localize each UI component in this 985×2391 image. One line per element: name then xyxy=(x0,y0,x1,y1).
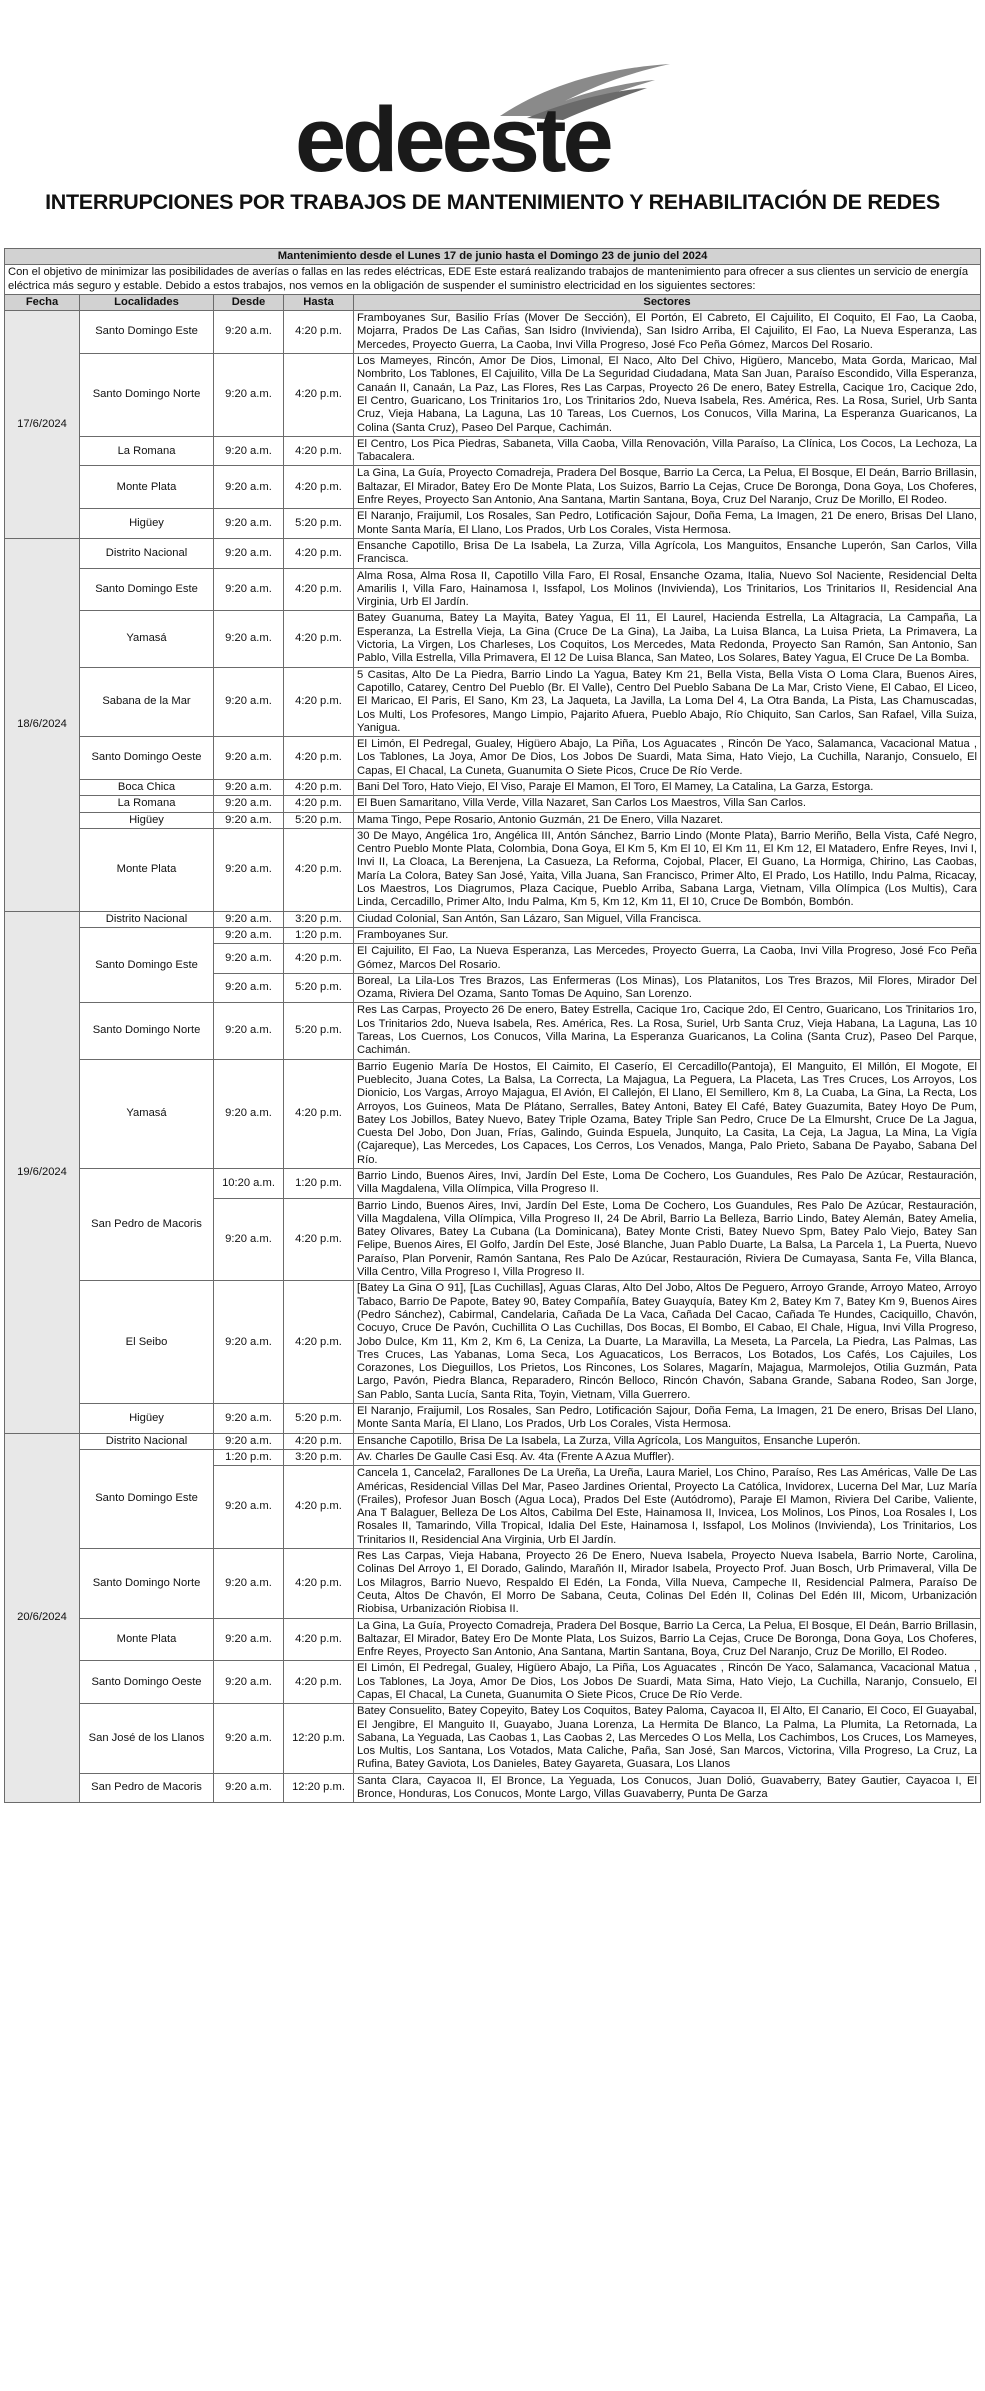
cell-sectores: 30 De Mayo, Angélica 1ro, Angélica III, Antón Sánchez, Barrio Lindo (Monte Plata), Barrio Meriño, Bella Vista, Café Negro, Centro Pueblo Monte Plata, Colombia, Dona Goya, El Km 5, Km El 10, El Km 11, El Km 12, El Matadero, Enfre Reyes, Invi I, Invi II, La Cloaca, La Berenjena, La Casueza, La Reforma, Cojobal, Placer, El Guano, La Hormiga, Chirino, Las Caobas, María La Colora, Batey San José, Yaita, Villa Juana, San Francisco, Primer Alto, El Prado, Los Hatillo, Indu Palma, Ricacay, Los Maestros, Los Diagrumos, Plaza Cacique, Pueblo Arriba, Sabana Larga, Vietnam, Villa Olímpica (Los Multis), Cara Linda, Cercadillo, Primer Alto, Indu Palma, Km 5, Km 12, Km 11, El 10, Cruce De Bombón, Bombón. xyxy=(354,828,981,911)
cell-sectores: 5 Casitas, Alto De La Piedra, Barrio Lindo La Yagua, Batey Km 21, Bella Vista, Bella Vista O Loma Clara, Buenos Aires, Capotillo, Catarey, Centro Del Pueblo (Br. El Valle), Centro Del Pueblo Sabana De La Mar, Cristo Viene, El Cabao, El Liceo, El Maricao, El Paris, El Sano, Km 23, La Jaqueta, La Javilla, La Loma Del 4, La Otra Banda, La Pista, Las Chamuscadas, Los Multi, Los Profesores, Mango Limpio, Pajarito Afuera, Pueblo Abajo, Río Chiquito, San Carlos, San Rafael, Villa Suiza, Yanigua. xyxy=(354,667,981,736)
cell-hasta: 1:20 p.m. xyxy=(284,1169,354,1199)
cell-localidad: Yamasá xyxy=(80,1059,214,1168)
cell-hasta: 4:20 p.m. xyxy=(284,796,354,812)
cell-sectores: El Centro, Los Pica Piedras, Sabaneta, Villa Caoba, Villa Renovación, Villa Paraíso, La Clínica, Los Cocos, La Lechoza, La Tabacalera. xyxy=(354,436,981,466)
cell-hasta: 4:20 p.m. xyxy=(284,1281,354,1404)
table-row xyxy=(5,927,981,943)
header-hasta: Hasta xyxy=(284,294,354,310)
table-row xyxy=(5,354,981,437)
cell-desde: 9:20 a.m. xyxy=(214,1059,284,1168)
banner-title-row xyxy=(5,249,981,265)
cell-desde: 9:20 a.m. xyxy=(214,1198,284,1281)
table-row xyxy=(5,1404,981,1434)
cell-sectores: El Cajuilito, El Fao, La Nueva Esperanza, Las Mercedes, Proyecto Guerra, La Caoba, Invi Villa Progreso, José Fco Peña Gómez, Marcos Del Rosario. xyxy=(354,944,981,974)
cell-desde: 9:20 a.m. xyxy=(214,828,284,911)
cell-sectores: El Limón, El Pedregal, Gualey, Higüero Abajo, La Piña, Los Aguacates , Rincón De Yaco, Salamanca, Vacacional Matua , Los Tablones, La Joya, Amor De Dios, Los Jobos De Suardi, Mata Sima, Hato Viejo, La Cuchilla, Naranjo, Consuelo, El Capas, El Chacal, La Cuneta, Guanumita O Siete Picos, Cruce De Río Verde. xyxy=(354,737,981,780)
cell-desde: 9:20 a.m. xyxy=(214,568,284,611)
cell-hasta: 4:20 p.m. xyxy=(284,779,354,795)
cell-sectores: [Batey La Gina O 91], [Las Cuchillas], Aguas Claras, Alto Del Jobo, Altos De Peguero, Arroyo Grande, Arroyo Mateo, Arroyo Tabaco, Barrio De Papote, Batey 90, Batey Compañía, Batey Guayquía, Batey Km 2, Batey Km 7, Batey Km 9, Buenos Aires (Pedro Sánchez), Cabirmal, Candelaria, Cañada De La Vaca, Cañada Del Cacao, Cañada Te Hundes, Caciquillo, Chavón, Cocuyo, Cruce De Pavón, Cuchillita O Las Cuchillas, Dos Bocas, El Bombo, El Cabao, El Chale, Higua, Invi Villa Progreso, Jobo Dulce, Km 11, Km 2, Km 6, La Ceniza, La Duarte, La Maravilla, La Meseta, La Parcela, La Piedra, Las Palmas, Las Tres Cruces, Las Yabanas, Loma Seca, Los Aguacaticos, Los Berracos, Los Botados, Los Cafés, Los Cajuiles, Los Corazones, Los Dieguillos, Los Prietos, Los Rincones, Los Solares, Magarín, Majagua, Marmolejos, Otilia Guzmán, Pata Largo, Pavón, Piedra Blanca, Reparadero, Rincón Belloco, Rincón Chavón, Sabana Grande, Sabana Rodeo, San Jorge, San Pablo, Santa Lucía, Santa Rita, Toyin, Vietnam, Villa Guerrero. xyxy=(354,1281,981,1404)
cell-hasta: 5:20 p.m. xyxy=(284,1404,354,1434)
cell-localidad: Santo Domingo Este xyxy=(80,927,214,1002)
cell-hasta: 3:20 p.m. xyxy=(284,911,354,927)
cell-sectores: Barrio Eugenio María De Hostos, El Caimito, El Caserío, El Cercadillo(Pantoja), El Manguito, El Millón, El Mogote, El Pueblecito, Juana Cotes, La Balsa, La Correcta, La Majagua, La Peguera, La Placeta, Las Tres Cruces, Los Arroyos, Los Dionicio, Los Vargas, Arroyo Majagua, El Avión, El Callejón, El Llano, El Semillero, Km 8, La Cuaba, La Gina, La Recta, Los Arroyos, Los Guineos, Mata De Plátano, Serralles, Batey Antoni, Batey El Café, Batey Guazumita, Batey Hoyo De Pum, Batey Los Jobillos, Batey Nuevo, Batey Triple Ozama, Batey Triple San Pedro, Cruce De La Elmursht, Cruce De La Jagua, Cuesta Del Jobo, Don Juan, Frías, Galindo, Guinda Espuela, Junquito, La Casita, La Ceja, La Jagua, La Mina, La Vigía (Cajareque), Las Mercedes, Los Capaces, Los Cerros, Los Venados, Manga, Palo Prieto, Sabana De Payabo, Sabana Del Río. xyxy=(354,1059,981,1168)
cell-fecha: 20/6/2024 xyxy=(5,1433,80,1803)
cell-hasta: 4:20 p.m. xyxy=(284,611,354,667)
table-row xyxy=(5,1003,981,1059)
table-header-row xyxy=(5,294,981,310)
cell-desde: 9:20 a.m. xyxy=(214,1773,284,1803)
cell-sectores: Av. Charles De Gaulle Casi Esq. Av. 4ta (Frente A Azua Muffler). xyxy=(354,1449,981,1465)
cell-desde: 9:20 a.m. xyxy=(214,354,284,437)
cell-hasta: 4:20 p.m. xyxy=(284,311,354,354)
cell-hasta: 4:20 p.m. xyxy=(284,1433,354,1449)
cell-desde: 10:20 a.m. xyxy=(214,1169,284,1199)
cell-sectores: Ensanche Capotillo, Brisa De La Isabela, La Zurza, Villa Agrícola, Los Manguitos, Ensanche Luperón. xyxy=(354,1433,981,1449)
cell-sectores: Los Mameyes, Rincón, Amor De Dios, Limonal, El Naco, Alto Del Chivo, Higüero, Mancebo, Mata Gorda, Maricao, Mal Nombrito, Los Tablones, El Cajuilito, Villa De La Seguridad Ciudadana, Mata San Juan, Paraíso Escondido, Villa Esperanza, Canaán II, Canaán, La Paz, Las Flores, Res Las Carpas, Proyecto 26 De enero, Batey Estrella, Cacique 1ro, Cacique 2do, El Centro, Guaricano, Los Trinitarios 1ro, Los Trinitarios 2do, Nueva Isabela, Res. América, Res. La Rosa, Suriel, Urb Santa Cruz, Vieja Habana, La Laguna, Las 10 Tareas, Los Cuernos, Los Conucos, Villa Marina, La Esperanza Guaricanos, La Colina (Santa Cruz), Paseo Del Parque, Cachimán. xyxy=(354,354,981,437)
cell-sectores: Barrio Lindo, Buenos Aires, Invi, Jardín Del Este, Loma De Cochero, Los Guandules, Res Palo De Azúcar, Restauración, Villa Magdalena, Villa Olímpica, Villa Progreso II. xyxy=(354,1169,981,1199)
cell-sectores: Cancela 1, Cancela2, Farallones De La Ureña, La Ureña, Laura Mariel, Los Chino, Paraíso, Res Las Américas, Valle De Las Américas, Residencial Villas Del Mar, Paseo Jardines Oriental, Proyecto La Católica, Invidorex, Lucerna Del Mar, Luz María (Frailes), Profesor Juan Bosch (Agua Loca), Prados Del Este (Autódromo), Paraje El Mamon, Riviera Del Caribe, Valiente, Ana T Balaguer, Belleza De Los Altos, Cabilma Del Este, Hainamosa II, Invicea, Los Molinos, Los Pinos, Loa Rosales I, Los Rosales II, Tamarindo, Villa Tropical, Idalia Del Este, Hainamosa I, Issfapol, Los Molinos (Invivienda), Los Trinitarios, Los Trinitarios II, Residencial Ana Virginia, Urb El Jardín. xyxy=(354,1466,981,1549)
table-row xyxy=(5,1281,981,1404)
cell-desde: 9:20 a.m. xyxy=(214,1549,284,1618)
table-row xyxy=(5,436,981,466)
cell-fecha: 18/6/2024 xyxy=(5,538,80,911)
cell-localidad: Monte Plata xyxy=(80,466,214,509)
cell-hasta: 4:20 p.m. xyxy=(284,354,354,437)
cell-sectores: El Naranjo, Fraijumil, Los Rosales, San Pedro, Lotificación Sajour, Doña Fema, La Imagen, 21 De enero, Brisas Del Llano, Monte Santa María, El Llano, Los Prados, Urb Los Corales, Vista Hermosa. xyxy=(354,509,981,539)
cell-sectores: El Naranjo, Fraijumil, Los Rosales, San Pedro, Lotificación Sajour, Doña Fema, La Imagen, 21 De enero, Brisas Del Llano, Monte Santa María, El Llano, Los Prados, Urb Los Corales, Vista Hermosa. xyxy=(354,1404,981,1434)
cell-hasta: 1:20 p.m. xyxy=(284,927,354,943)
logo-wordmark: edeeste xyxy=(295,89,610,186)
cell-desde: 9:20 a.m. xyxy=(214,1618,284,1661)
cell-desde: 9:20 a.m. xyxy=(214,1466,284,1549)
cell-sectores: Ensanche Capotillo, Brisa De La Isabela, La Zurza, Villa Agrícola, Los Manguitos, Ensanche Luperón, San Carlos, Villa Francisca. xyxy=(354,538,981,568)
cell-desde: 9:20 a.m. xyxy=(214,538,284,568)
banner-title: Mantenimiento desde el Lunes 17 de junio hasta el Domingo 23 de junio del 2024 xyxy=(5,249,981,265)
cell-fecha: 19/6/2024 xyxy=(5,911,80,1433)
table-row xyxy=(5,779,981,795)
cell-desde: 9:20 a.m. xyxy=(214,1661,284,1704)
cell-hasta: 4:20 p.m. xyxy=(284,1198,354,1281)
cell-localidad: Monte Plata xyxy=(80,1618,214,1661)
cell-hasta: 5:20 p.m. xyxy=(284,1003,354,1059)
cell-localidad: San Pedro de Macoris xyxy=(80,1773,214,1803)
table-row xyxy=(5,311,981,354)
cell-desde: 9:20 a.m. xyxy=(214,796,284,812)
cell-sectores: Batey Guanuma, Batey La Mayita, Batey Yagua, El 11, El Laurel, Hacienda Estrella, La Altagracia, La Campaña, La Esperanza, La Estrella Vieja, La Gina (Cruce De La Gina), La Jaiba, La Luisa Blanca, La Luisa Prieta, La Primavera, La Victoria, La Virgen, Los Charleses, Los Coquitos, Los Mercedes, Mata Redonda, Proyecto San Ramón, San Antonio, San Pablo, Villa Estrella, Villa Primavera, El 12 De Luisa Blanca, San Mateo, Los Solares, Batey Yagua, El Cruce De La Bomba. xyxy=(354,611,981,667)
cell-desde: 9:20 a.m. xyxy=(214,1433,284,1449)
table-row xyxy=(5,796,981,812)
table-row xyxy=(5,1549,981,1618)
cell-desde: 9:20 a.m. xyxy=(214,1003,284,1059)
header-desde: Desde xyxy=(214,294,284,310)
cell-hasta: 3:20 p.m. xyxy=(284,1449,354,1465)
header-sectores: Sectores xyxy=(354,294,981,310)
cell-desde: 1:20 p.m. xyxy=(214,1449,284,1465)
cell-hasta: 4:20 p.m. xyxy=(284,538,354,568)
cell-desde: 9:20 a.m. xyxy=(214,311,284,354)
cell-localidad: San Pedro de Macoris xyxy=(80,1169,214,1281)
table-row xyxy=(5,1433,981,1449)
cell-localidad: Boca Chica xyxy=(80,779,214,795)
cell-desde: 9:20 a.m. xyxy=(214,667,284,736)
cell-hasta: 12:20 p.m. xyxy=(284,1773,354,1803)
table-row xyxy=(5,667,981,736)
cell-localidad: Santo Domingo Este xyxy=(80,1449,214,1548)
cell-localidad: Santo Domingo Norte xyxy=(80,1003,214,1059)
cell-localidad: La Romana xyxy=(80,796,214,812)
cell-sectores: El Buen Samaritano, Villa Verde, Villa Nazaret, San Carlos Los Maestros, Villa San Carlos. xyxy=(354,796,981,812)
cell-sectores: Barrio Lindo, Buenos Aires, Invi, Jardín Del Este, Loma De Cochero, Los Guandules, Res Palo De Azúcar, Restauración, Villa Magdalena, Villa Olímpica, Villa Progreso II, 24 De Abril, Barrio La Belleza, Barrio Lindo, Batey Alemán, Batey Amelia, Batey Olivares, Batey La Cubana (La Dominicana), Batey Monte Cristi, Batey Nuevo Spm, Batey Palo Viejo, Batey San Felipe, Buenos Aires, El Golfo, Jardín Del Este, José Blanche, Juan Pablo Duarte, La Balsa, La Parcela 1, La Puerta, Nuevo Paraíso, Plan Porvenir, Ramón Santana, Res Palo De Azúcar, Restauración, Riviera De Cumayasa, Santa Fe, Villa Blanca, Villa Centro, Villa Progreso I, Villa Progreso II. xyxy=(354,1198,981,1281)
maintenance-table xyxy=(4,248,981,1803)
cell-localidad: Yamasá xyxy=(80,611,214,667)
table-row xyxy=(5,1059,981,1168)
cell-localidad: San José de los Llanos xyxy=(80,1704,214,1773)
cell-desde: 9:20 a.m. xyxy=(214,927,284,943)
banner-intro: Con el objetivo de minimizar las posibilidades de averías o fallas en las redes eléctricas, EDE Este estará realizando trabajos de mantenimiento para ofrecer a sus clientes un servicio de energía eléctrica más seguro y estable. Debido a estos trabajos, nos vemos en la obligación de suspender el suministro electricidad en los siguientes sectores: xyxy=(5,265,981,295)
cell-desde: 9:20 a.m. xyxy=(214,1404,284,1434)
table-row xyxy=(5,737,981,780)
cell-hasta: 4:20 p.m. xyxy=(284,737,354,780)
cell-hasta: 4:20 p.m. xyxy=(284,1661,354,1704)
header-fecha: Fecha xyxy=(5,294,80,310)
cell-sectores: Santa Clara, Cayacoa II, El Bronce, La Yeguada, Los Conucos, Juan Dolió, Guavaberry, Batey Gautier, Cayacoa I, El Bronce, Honduras, Los Conucos, Monte Largo, Villas Guavaberry, Punta De Garza xyxy=(354,1773,981,1803)
table-row xyxy=(5,1704,981,1773)
cell-localidad: Sabana de la Mar xyxy=(80,667,214,736)
table-row xyxy=(5,1773,981,1803)
cell-desde: 9:20 a.m. xyxy=(214,1704,284,1773)
cell-desde: 9:20 a.m. xyxy=(214,436,284,466)
cell-sectores: La Gina, La Guía, Proyecto Comadreja, Pradera Del Bosque, Barrio La Cerca, La Pelua, El Bosque, El Deán, Barrio Brillasin, Baltazar, El Mirador, Batey Ero De Monte Plata, Los Suizos, Barrio La Cejas, Cruce De Boronga, Dona Goya, Los Choferes, Enfre Reyes, Proyecto San Antonio, Ana Santana, Martin Santana, Boya, Cruz Del Naranjo, Cruz De Morillo, El Rodeo. xyxy=(354,1618,981,1661)
cell-localidad: Distrito Nacional xyxy=(80,911,214,927)
cell-hasta: 4:20 p.m. xyxy=(284,1618,354,1661)
cell-hasta: 4:20 p.m. xyxy=(284,436,354,466)
table-row xyxy=(5,828,981,911)
cell-fecha: 17/6/2024 xyxy=(5,311,80,539)
cell-localidad: Distrito Nacional xyxy=(80,1433,214,1449)
cell-sectores: Batey Consuelito, Batey Copeyito, Batey Los Coquitos, Batey Paloma, Cayacoa II, El Alto, El Canario, El Coco, El Guayabal, El Jengibre, El Manguito II, Guayabo, Juana Lorenza, La Hermita De Blanco, La Palma, La Plumita, La Retornada, La Sabana, La Yeguada, Las Caobas 1, Las Caobas 2, Las Mercedes O Los Mella, Los Cachimbos, Los Cruces, Los Mameyes, Los Multis, Los Santana, Los Votados, Mata Caliche, Paña, San José, San Marcos, Victorina, Villa Progreso, La Cruz, La Rufina, Batey Gaviota, Los Danieles, Batey Gayareta, Guasara, Los Llanos xyxy=(354,1704,981,1773)
cell-localidad: La Romana xyxy=(80,436,214,466)
cell-sectores: Ciudad Colonial, San Antón, San Lázaro, San Miguel, Villa Francisca. xyxy=(354,911,981,927)
cell-desde: 9:20 a.m. xyxy=(214,466,284,509)
cell-sectores: Framboyanes Sur, Basilio Frías (Mover De Sección), El Portón, El Cabreto, El Cajuilito, El Coquito, El Fao, La Caoba, Mojarra, Prados De Las Cañas, San Isidro (Invivienda), San Isidro Arriba, El Cajuilito, El Fao, La Nueva Esperanza, Las Mercedes, Proyecto Guerra, La Caoba, Invi Villa Progreso, José Fco Peña Gómez, Marcos Del Rosario. xyxy=(354,311,981,354)
cell-sectores: Bani Del Toro, Hato Viejo, El Viso, Paraje El Mamon, El Toro, El Mamey, La Catalina, La Garza, Estorga. xyxy=(354,779,981,795)
table-row xyxy=(5,812,981,828)
cell-hasta: 4:20 p.m. xyxy=(284,828,354,911)
table-row xyxy=(5,509,981,539)
cell-localidad: Santo Domingo Norte xyxy=(80,1549,214,1618)
edeeste-logo xyxy=(295,56,695,186)
banner-intro-row xyxy=(5,265,981,295)
table-row xyxy=(5,1449,981,1465)
cell-hasta: 4:20 p.m. xyxy=(284,667,354,736)
cell-localidad: Higüey xyxy=(80,1404,214,1434)
cell-desde: 9:20 a.m. xyxy=(214,611,284,667)
cell-localidad: Higüey xyxy=(80,812,214,828)
page-headline: INTERRUPCIONES POR TRABAJOS DE MANTENIMIENTO Y REHABILITACIÓN DE REDES xyxy=(45,190,940,214)
cell-desde: 9:20 a.m. xyxy=(214,737,284,780)
table-row xyxy=(5,538,981,568)
cell-localidad: El Seibo xyxy=(80,1281,214,1404)
cell-localidad: Higüey xyxy=(80,509,214,539)
cell-localidad: Santo Domingo Oeste xyxy=(80,737,214,780)
cell-desde: 9:20 a.m. xyxy=(214,509,284,539)
cell-desde: 9:20 a.m. xyxy=(214,944,284,974)
cell-desde: 9:20 a.m. xyxy=(214,911,284,927)
cell-hasta: 12:20 p.m. xyxy=(284,1704,354,1773)
table-row xyxy=(5,1618,981,1661)
cell-localidad: Distrito Nacional xyxy=(80,538,214,568)
cell-localidad: Santo Domingo Este xyxy=(80,311,214,354)
cell-sectores: Mama Tingo, Pepe Rosario, Antonio Guzmán, 21 De Enero, Villa Nazaret. xyxy=(354,812,981,828)
cell-sectores: Res Las Carpas, Vieja Habana, Proyecto 26 De Enero, Nueva Isabela, Proyecto Nueva Isabela, Barrio Norte, Carolina, Colinas Del Arroyo 1, El Dorado, Galindo, Marañón II, Mirador Isabela, Proyecto Prof. Juan Bosch, Urb Primaveral, Villa De Los Milagros, Barrio Nuevo, Respaldo El Edén, La Fonda, Villa Nueva, Campeche II, Residencial Palmera, Paraíso De Ceuta, Altos De Chavón, El Morro De Sabana, Ceuta, Colinas Del Edén II, Colinas Del Edén III, Micom, Urbanización Riobisa, Urbanización Riobisa II. xyxy=(354,1549,981,1618)
table-row xyxy=(5,911,981,927)
cell-sectores: Boreal, La Lila-Los Tres Brazos, Las Enfermeras (Los Minas), Los Platanitos, Los Tres Brazos, Mil Flores, Mirador Del Ozama, Riviera Del Ozama, Santo Tomas De Aquino, San Lorenzo. xyxy=(354,973,981,1003)
cell-sectores: La Gina, La Guía, Proyecto Comadreja, Pradera Del Bosque, Barrio La Cerca, La Pelua, El Bosque, El Deán, Barrio Brillasin, Baltazar, El Mirador, Batey Ero De Monte Plata, Los Suizos, Barrio La Cejas, Cruce De Boronga, Dona Goya, Los Choferes, Enfre Reyes, Proyecto San Antonio, Ana Santana, Martin Santana, Boya, Cruz Del Naranjo, Cruz De Morillo, El Rodeo. xyxy=(354,466,981,509)
cell-hasta: 4:20 p.m. xyxy=(284,568,354,611)
cell-hasta: 5:20 p.m. xyxy=(284,812,354,828)
cell-desde: 9:20 a.m. xyxy=(214,812,284,828)
cell-desde: 9:20 a.m. xyxy=(214,973,284,1003)
cell-hasta: 4:20 p.m. xyxy=(284,466,354,509)
cell-hasta: 5:20 p.m. xyxy=(284,509,354,539)
header-localidades: Localidades xyxy=(80,294,214,310)
cell-hasta: 4:20 p.m. xyxy=(284,1549,354,1618)
table-row xyxy=(5,611,981,667)
cell-hasta: 5:20 p.m. xyxy=(284,973,354,1003)
cell-sectores: El Limón, El Pedregal, Gualey, Higüero Abajo, La Piña, Los Aguacates , Rincón De Yaco, Salamanca, Vacacional Matua , Los Tablones, La Joya, Amor De Dios, Los Jobos De Suardi, Mata Sima, Hato Viejo, La Cuchilla, Naranjo, Consuelo, El Capas, El Chacal, La Cuneta, Guanumita O Siete Picos, Cruce De Río Verde. xyxy=(354,1661,981,1704)
cell-desde: 9:20 a.m. xyxy=(214,779,284,795)
cell-sectores: Framboyanes Sur. xyxy=(354,927,981,943)
table-row xyxy=(5,466,981,509)
cell-sectores: Alma Rosa, Alma Rosa II, Capotillo Villa Faro, El Rosal, Ensanche Ozama, Italia, Nuevo Sol Naciente, Residencial Delta Amarilis I, Villa Faro, Hainamosa I, Issfapol, Los Molinos (Invivienda), Los Trinitarios, Los Trinitarios II, Residencial Ana Virginia, Urb El Jardín. xyxy=(354,568,981,611)
cell-desde: 9:20 a.m. xyxy=(214,1281,284,1404)
cell-localidad: Santo Domingo Norte xyxy=(80,354,214,437)
table-row xyxy=(5,1661,981,1704)
cell-localidad: Monte Plata xyxy=(80,828,214,911)
cell-localidad: Santo Domingo Oeste xyxy=(80,1661,214,1704)
cell-hasta: 4:20 p.m. xyxy=(284,944,354,974)
cell-localidad: Santo Domingo Este xyxy=(80,568,214,611)
table-row xyxy=(5,568,981,611)
cell-hasta: 4:20 p.m. xyxy=(284,1466,354,1549)
cell-sectores: Res Las Carpas, Proyecto 26 De enero, Batey Estrella, Cacique 1ro, Cacique 2do, El Centro, Guaricano, Los Trinitarios 1ro, Los Trinitarios 2do, Nueva Isabela, Res. América, Res. La Rosa, Suriel, Urb Santa Cruz, Vieja Habana, La Laguna, Las 10 Tareas, Los Cuernos, Los Conucos, Villa Marina, La Esperanza Guaricanos, La Colina (Santa Cruz), Paseo Del Parque, Cachimán. xyxy=(354,1003,981,1059)
cell-hasta: 4:20 p.m. xyxy=(284,1059,354,1168)
table-row xyxy=(5,1169,981,1199)
